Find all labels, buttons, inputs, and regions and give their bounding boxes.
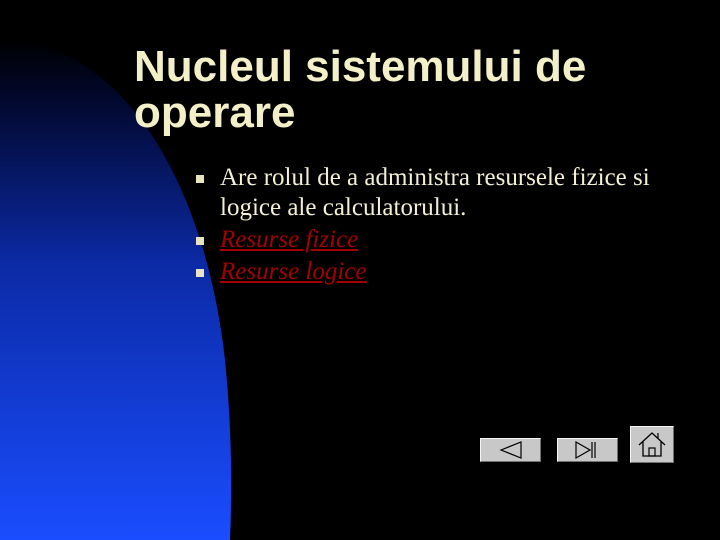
triangle-left-icon [481,439,540,461]
next-slide-button[interactable] [557,438,618,462]
house-icon [631,427,673,462]
square-bullet-icon [196,269,204,277]
home-button[interactable] [630,426,674,463]
slide-title: Nucleul sistemului de operare [134,42,587,137]
bullet-text: Are rolul de a administra resursele fizice si logice ale calculatorului. [220,164,650,221]
square-bullet-icon [196,237,204,245]
bullet-item-resurse-fizice [190,225,700,255]
link-resurse-fizice[interactable]: Resurse fizice [220,226,359,253]
link-resurse-logice[interactable]: Resurse logice [220,258,367,285]
square-bullet-icon [196,175,204,183]
triangle-right-bar-icon [558,439,617,461]
bullet-item-description [190,163,700,223]
bullet-list [190,163,700,289]
previous-slide-button[interactable] [480,438,541,462]
bullet-item-resurse-logice [190,257,700,287]
